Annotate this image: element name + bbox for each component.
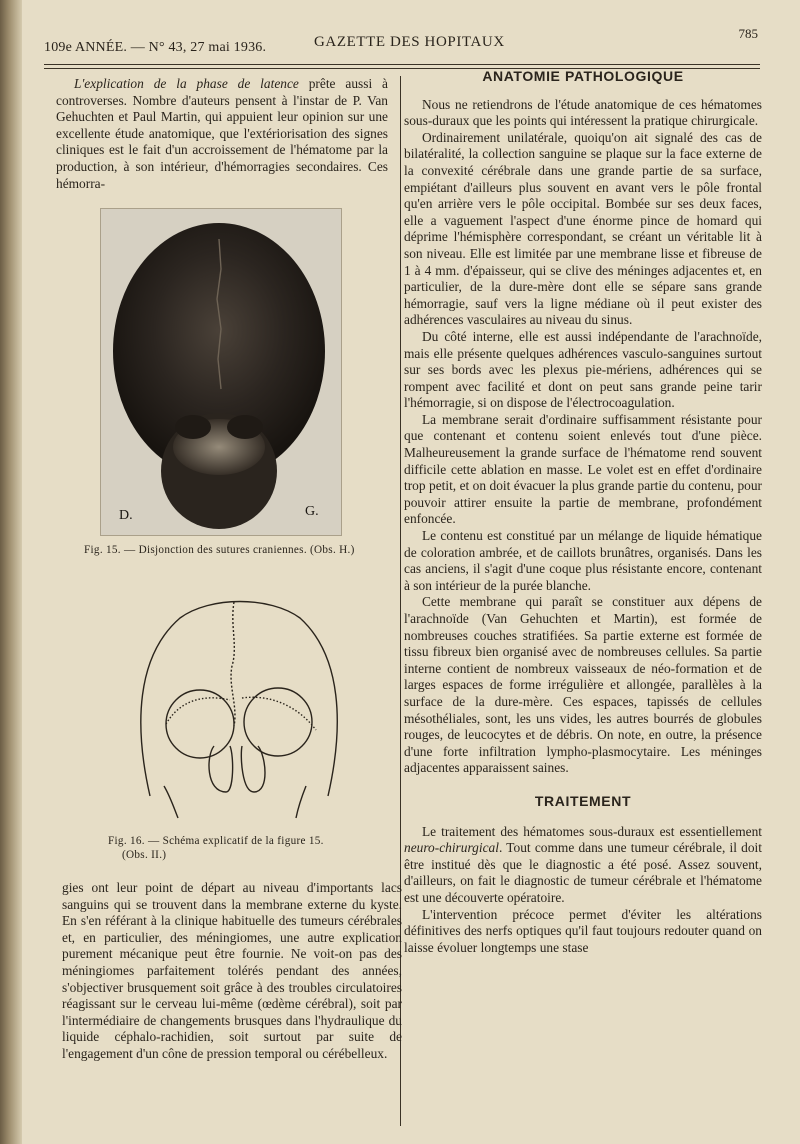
paragraph-7-italic: neuro-chirurgical	[404, 840, 499, 856]
header-rule	[44, 64, 760, 65]
continuation-paragraph: gies ont leur point de départ au niveau d'importants lacs sanguins qui se trouvent dans la membrane externe du kyste. En s'en référant à la clinique habituelle des tumeurs cérébrales et, en particulier, des méningiomes, une autre explication purement mécanique peut être fournie. Ne voit-on pas des méningiomes parfaitement tolérés pendant des années, s'objectiver brusquement soit grâce à des troubles circulatoires réagissant sur le cerveau lui-même (œdème cérébral), soit par l'intermédiaire de changements brusques dans l'hydraulique du liquide céphalo-rachidien, soit surtout par suite de l'engagement d'un cône de pression temporal ou cérébelleux.	[62, 880, 402, 1061]
figure-16-caption	[108, 834, 368, 862]
paragraph-7-end: . Tout comme dans une tumeur cérébrale, il doit être institué dès que le diagnostic a été posé. Assez souvent, d'ailleurs, on fait le diagnostic de tumeur cérébrale et l'hématome est une découverte opératoire.	[404, 840, 762, 905]
figure-16-caption-line2: (Obs. II.)	[122, 849, 167, 861]
figure-15-xray	[100, 208, 342, 536]
paragraph-2: Ordinairement unilatérale, quoiqu'on ait signalé des cas de bilatéralité, la collection sanguine se plaque sur la face externe de la convexité cérébrale dans une grande partie de sa surface, empiétant d'ailleurs plus souvent en avant vers le pôle frontal qu'en arrière vers le pôle occipital. Bombée sur ses deux faces, elle a vaguement l'aspect d'une énorme pince de homard qui déprime l'hémisphère correspondant, se créant un véritable lit à son niveau. Elle est limitée par une membrane lisse et fibreuse de 1 à 4 mm. d'épaisseur, qui se clive des méninges adjacentes et, en particulier, de la dure-mère dont elle se sépare sans grande hémorragie, sauf vers la ligne médiane où il peut exister des adhérences vasculaires au niveau du sinus.	[404, 129, 762, 328]
figure-15-caption: Fig. 15. — Disjonction des sutures craniennes. (Obs. H.)	[84, 544, 355, 556]
paragraph-1: Nous ne retiendrons de l'étude anatomique de ces hématomes sous-duraux que les points qui intéressent la pratique chirurgicale.	[404, 96, 762, 129]
right-column	[404, 68, 762, 956]
section-title-traitement: TRAITEMENT	[534, 792, 632, 809]
journal-title: GAZETTE DES HOPITAUX	[314, 34, 505, 50]
paragraph-4: La membrane serait d'ordinaire suffisamment résistante pour que contenant et contenu soient enlevés tout d'une pièce. Malheureusement la grande surface de l'hématome rend souvent difficile cette ablation en masse. Le volet est en effet d'ordinaire trop petit, et on doit évacuer la plus grande partie du contenu, pour pouvoir attirer ensuite la partie de membrane, profondément enfoncée.	[404, 411, 762, 527]
latency-text: prête aussi à controverses. Nombre d'auteurs pensent à l'instar de P. Van Gehuchten et Paul Martin, qui appuient leur opinion sur une excellente étude anatomique, que l'extériorisation des signes cliniques est le fait d'un accroissement de l'hématome par la production, à son intérieur, d'hémorragies secondaires. Ces hémorra-	[56, 76, 388, 191]
figure-16-schema	[130, 596, 350, 828]
label-g: G.	[305, 504, 319, 519]
latency-lead: L'explication de la phase de latence	[74, 76, 299, 91]
section-title-anatomie: ANATOMIE PATHOLOGIQUE	[482, 68, 684, 84]
paragraph-8: L'intervention précoce permet d'éviter les altérations définitives des nerfs optiques qu'il faut toujours redouter quand on laisse évoluer longtemps une stase	[404, 906, 762, 955]
xray-image	[101, 209, 341, 535]
paragraph-6: Cette membrane qui paraît se constituer aux dépens de l'arachnoïde (Van Gehuchten et Martin), est formée de nombreuses couches stratifiées. Sa partie externe est formée de tissu fibreux bien organisé avec de nombreuses cellules. Sa partie interne contient de nombreux vaisseaux de néo-formation et de larges espaces de forme irrégulière et allongée, parallèles à la surface de la dure-mère. Ces espaces, tapissés de cellules mésothéliales, sont, les uns vides, les autres bourrés de globules rouges, de leucocytes et de débris. On note, en outre, la présence d'une forte infiltration lympho-plasmocytaire. Les méninges adjacentes apparaissent saines.	[404, 594, 762, 776]
left-column-bottom	[62, 880, 402, 1063]
paragraph-7	[404, 824, 762, 907]
page-header	[44, 26, 760, 60]
issue-line: 109e ANNÉE. — N° 43, 27 mai 1936.	[44, 40, 267, 55]
figure-16-caption-line1: Fig. 16. — Schéma explicatif de la figure 15.	[108, 835, 324, 847]
paragraph-5: Le contenu est constitué par un mélange de liquide hématique de coloration ambrée, et de caillots brunâtres, organisés. Dans les cas anciens, il s'agit d'une coque plus résistante encore, contenant à son intérieur de la purée blanche.	[404, 528, 762, 593]
page-number: 785	[738, 26, 758, 41]
label-d: D.	[119, 508, 133, 523]
left-column-top	[56, 76, 388, 192]
paragraph-7-start: Le traitement des hématomes sous-duraux est essentiellement	[422, 823, 762, 839]
schema-drawing	[130, 596, 350, 828]
book-spine-shadow	[0, 0, 22, 1144]
paragraph-3: Du côté interne, elle est aussi indépendante de l'arachnoïde, mais elle présente quelques adhérences vasculo-sanguines surtout sur ses bords avec les plexus pie-mériens, adhérences qui se rompent avec facilité et dont on peut sans grande peine tarir l'hémorragie, si on dispose de l'électrocoagulation.	[404, 328, 762, 411]
latency-paragraph	[56, 76, 388, 192]
